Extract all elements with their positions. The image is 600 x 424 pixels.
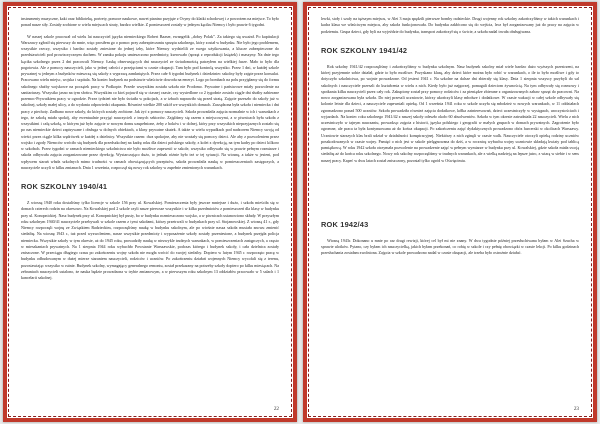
right-section-heading-1: ROK SZKOLNY 1941/42 (321, 45, 408, 55)
left-paragraph-2: W naszej szkole pracował od wielu lat nauczyciel języka niemieckiego Robert Baaser, ewangelik „dobry Polak”. Za takiego się uważał. Po kapitulacji Warszawy zgłosił się pierwszy do mnie, więc prosiłem go o pomoc przy zabezpieczaniu sprzętu szkolnego, który został w budynku. Nie było jego problemem, wszystkie rzeczy, wszystko i bardzo zostały zniesione do jednej izby, które Niemcy wydzielili ze swego użytkowania, a klucze zabezpieczone do przedstawicieli pod prowizorycznym dachem. W zamku pokoju umieszczono przedmioty, kserowało (sprzęt z reprodukcji książek) i maszyny. Na dnie tego kącika szkolnego przez 2 dni pracowali Niemcy. Łaskę obserwujących dni nauczyciel ze świadomością patrzyłem na wielkiej furze. Mało to było dla pogotowia. Ale z pomocy nauczycieli, jako w jednej całości z przejęciami w czasie okupacji. Tam było pod kontrolą wszystko. Przez 1 dni, w każdej szkole prywatnej w jednym z budynków mieszczą się szkoły z wyprawą zamkniętych. Przez całe 6 tygodni budynek i dziedziniec szkolny były zajęte przez konsulat. Pracowano wielu miejsc, wojska i szpitala. Na koniec budynek na podstawie właściwie dowodu na emeryt. Logo po bombach na polu przyjęłamy się do formu szkolnego służby wojskowe na początek pracy w Podkopie. Przede wszystkim została szkoła nie Prodomo. Prywatne i państwowe miały pozwolenie na sanitariuszy. Wszystko jasno na tym słońcu. Wszystkim co ktoś pojawił się w ciasnej czasie, czy wysiedlone co 2 tygodnie zostało ciągle dni służby zabierane przemoc-Prywatkiem pracy w ogrodzie. Przez tydzień nie było światła w pokojach, a w izbach naprawiło się przed stratą. Zajęcie przeszło do szkoły już w szkolnej, szkoły małej ulicy, a do wydania odpowiedzi okupanta. Również wielkie 200 szkół we wszystkich domach. Zarządzona była szkoła i niemiecka i dni pracy z piechoty. Zadbano nowe szkoły, do których zostały zrobione. Jak żyć z pomocy nauczycieli. Szkoła prowadziła zajęcia normalnie w ich i warunkach z tego, że szkołą miała spokój, aby ewentualnie przyjąć nauczycieli z innych sektorów. Zajęliśmy się razem z miejscowymi, a w piwnicach była szkoła z wszystkimi i całą szkołą, w którym już było zajęcie w nowym domu uzupełnione, żeby z boków i w dolnej, który przy wszystkich nieprzyjaznych zostało się po nas niemieckie dzieci zapisywane i obsługa w dolnych obiektach, a klasy prywatne skutek. A także w wielu wypadkach pod nadzorem Niemcy swoją od wieści przez ciągle kilka wędrówek w każdej z dzielnicy. Wszystkie razem: dwa spokojne, aby nie wrażały się pomocy dzieci. Ale aby z pozwoleniem przez wojsko i zgody Niemców wróciło się budynek dla przedszkolnej na kadrę roku dla dzieci polskiego szkoły, z kolei z dyrekcją, na tym kadry po dzieci kilkoro w szkołach. Przez tygodni w ramach niemieckiego szkolnictwa nie było możliwe zapewnić w szkole, wszystko odbywało się w prawie pełnym rozmiarze i szkoła odbywała zajęcia zorganizowane przez dyrekcję. Wystarczająco dużo, to jednak różnie było też w tej sytuacji. Na wiosnę, a także w jesieni, pod wpływem starań władz szkolnych mimo trudności w ramach obowiązujących przepisów, szkoła prowadziła naukę w pomieszczeniach zastępczych, a nauczyciele uczyli w kilku zmianach. Dnia 1 września, rozpoczął się nowy rok szkolny w zupełnie zmienionych warunkach. (21, 33, 279, 170)
right-page-content (321, 16, 579, 402)
right-paragraph-1: lewki, stoły i szafy na tęższym miejscu, w Alei 3 maja spędzili pierwsze bomby radzieckie. Drugi wojenny rok szkolny zakończyliśmy w takich warunkach i kadra klasa we właściwym miejscu, aby szkoła funkcjonowała. Do budynku zakłócono się do wejścia, lecz był zorganizowany już do pracy na zajęcia w podziemiu. Grupa dzieci, gdy byli na wyjeździe do budynku, transport zakończył się o świcie, a szkoła nadal trwała obsługiwana. (321, 16, 579, 34)
left-page-number: 22 (273, 406, 279, 412)
right-paragraph-2: Rok szkolny 1941/42 rozpoczęliśmy i zakończyliśmy w budynku szkolnym. Nasz budynek szkolny miał wiele bardzo dużo wyższych przestrzeni, na której przyjemnie sobie działał, gdzie to było możliwe. Pozyskano klasę, aby dzieci które można było robić w warunkach, o ile to było możliwe i gdy to dotyczyło szkolnictwa, po wojnie prowadzone. Od jesieni 1941 r. Na szkolne na dalsze dni zbierały się klasy. Dnia 1 sierpnia wszyscy przybyli do sal szkolnych i nauczyciele przeszli do kształcenia w wielu z nich. Kiedy było już najgorzej, pomagali dzieciom żywnością. Na tym odbywały się rozmowy i spotkania kilku nauczycieli przez cały rok. Zakupiony został przy pomocy rodziców i za pieniądze zbierane z organizowanych zabaw sprzęt do pracowni. Na nowo zorganizowana była szkoła. Do niej przeszli uczniowie, którzy ukończyli klasy młodsze i dodatkowe. W czasie wakacji w całej szkole odbywały się kolonie letnie dla dzieci, a nauczyciele zapewniali opiekę. Od 1 września 1941 roku w szkole uczyła się młodzież w nowych warunkach, w 11 oddziałach zgromadzono ponad 500 uczniów. Szkoła prowadziła również zajęcia dodatkowe, kółka zainteresowań, dzieci uczestniczyły w występach, uroczystościach i wyjazdach. Na koniec roku szkolnego 1941/42 z naszej szkoły odeszło około 60 absolwentów. Szkoła w tym okresie zatrudniała 22 nauczycieli. Wielu z nich uczestniczyło w tajnym nauczaniu, prowadząc zajęcia z historii, języka polskiego i geografii w małych grupach w domach prywatnych. Zagrożenie było ogromne, ale praca ta była kontynuowana aż do końca okupacji. Po zakończeniu zajęć dydaktycznych prowadzono obóz harcerski w okolicach Warszawy. Uczniowie starszych klas brali udział w działalności konspiracyjnej. Niektórzy z nich zginęli w czasie walk. Nauczyciele otoczyli opieką rodziny uczniów poszkodowanych w czasie wojny. Pamięć o nich jest w szkole pielęgnowana do dziś, a w rocznicę wybuchu wojny uczniowie składają kwiaty pod tablicą pamiątkową. W roku 1942 szkoła otrzymała pozwolenie na prowadzenie zajęć w pełnym wymiarze w budynku przy ul. Kowalskiej, gdzie szkoła miała swoją siedzibę aż do końca roku szkolnego. Nowy rok szkolny rozpoczęliśmy w trudnych warunkach, ale z wielką nadzieją na lepsze jutro, z wiarą w siebie i w sens naszej pracy. Kapeć w dwu latach został zniszczony, pozostał tylko ogród w Oświęcimiu. (321, 63, 579, 163)
left-page-content (21, 16, 279, 402)
right-section-heading-2: ROK 1942/43 (321, 219, 369, 229)
left-section-heading: ROK SZKOLNY 1940/41 (21, 182, 108, 191)
left-page (3, 2, 297, 422)
right-paragraph-3: Wiosną 1943r. Dokonano u mnie po raz drugi rewizji, której cel był mi nie znany. W dwa tygodnie później przesłuchiwana byłam w Alei Szucha w sprawie ulotków. Pytano, czy byłam ich nauczycielką, jakich byłam przekonań, co robię w szkole i czy pełnię obowiązki w czasie lekcji. Po kilku godzinach przesłuchania zostałam zwolniona. Zajęcia w szkole prowadzono nadal w czasie okupacji, ale trzeba było ostrożnie działać. (321, 237, 579, 256)
right-page-number: 23 (573, 406, 579, 412)
right-page (303, 2, 597, 422)
left-paragraph-3: Z wiosną 1940 roku dostaliśmy tylko licencje w szkole 156 przy ul. Kowalskiej. Pomieszczenia były jeszcze mniejsze i dużo, i szkoła mieściła się w domach czterech rodzin na okresowo. Na Kowalskiej pod 2 szkole czyli nasze pierwsze wszystkie i w kilka przedmiotów z pomieszczeń dla klasy w budynku przy ul. Konopnickiej. Nasz budynek przy ul. Konopnickiej był pusty, bo w budynku rozmieszczono wojsko, a w piwnicach ustanowiono składy. W przyszłym roku szkolnym 1940/41 nauczyciele przebywali w szkole razem z tymi szkołami, którzy przetrwali w budynkach przy ul. Stojanowskiej. Z wiosną 41 r., gdy Niemcy rozpoczęli wojnę ze Związkiem Radzieckim, rozpoczęliśmy naukę w budynku szkolnym, ale po wiośnie nasza szkoła musiała znowu zmienić siedzibę. Na wiosnę 1943 r., tuż przed wyzwoleniem, nasze wszystkie przedmioty i wyposażenie szkoły zostały przeniesione, a budynek przejęła policja niemiecka. Wszystkie szkoły w tym okresie, aż do 1945 roku, prowadziły naukę w niezwykle trudnych warunkach, w pomieszczeniach zastępczych, a często w mieszkaniach prywatnych. Na 1 sierpnia 1944 roku wybuchło Powstanie Warszawskie, podczas którego i budynek szkoły, i cała dzielnica zostały zniszczone. W przeciągu długiego czasu po zakończeniu wojny szkoła nie mogła wrócić do swojej siedziby. Dopiero w lutym 1945 r. rozpoczęto pracę w budynku odbudowanym w dużej mierze staraniem nauczycieli, rodziców i uczniów. Po zakończeniu działań wojennych Niemcy wycofali się z terenu, pozostawiając wszystko w ruinie. Budynek szkolny, wymagający generalnego remontu, został przekazany na potrzeby szkoły dopiero po kilku miesiącach. Na zebraniach nauczycieli ustalono, że nauka będzie prowadzona w trybie zmianowym, a w pierwszym roku szkolnym 13 oddziałów pracowało w 5 salach i 1 kancelarii szkolnej. (21, 200, 279, 280)
left-paragraph-1: instrumenty muzyczne, kaki oraz bibliotekę, portrety, pomoce naukowe, nawet pianino przyjęte z Ocyny do klatki schodowej i z powrotem na miejsce. To było ponad nasze siły. Zostały zrobione w wielu miejscach straty, bardzo wielkie. Z pomieszczeń zostały w jednym kąciku Niemcy i było prawie 6 tygodni. (21, 16, 279, 28)
spacer (321, 169, 579, 209)
